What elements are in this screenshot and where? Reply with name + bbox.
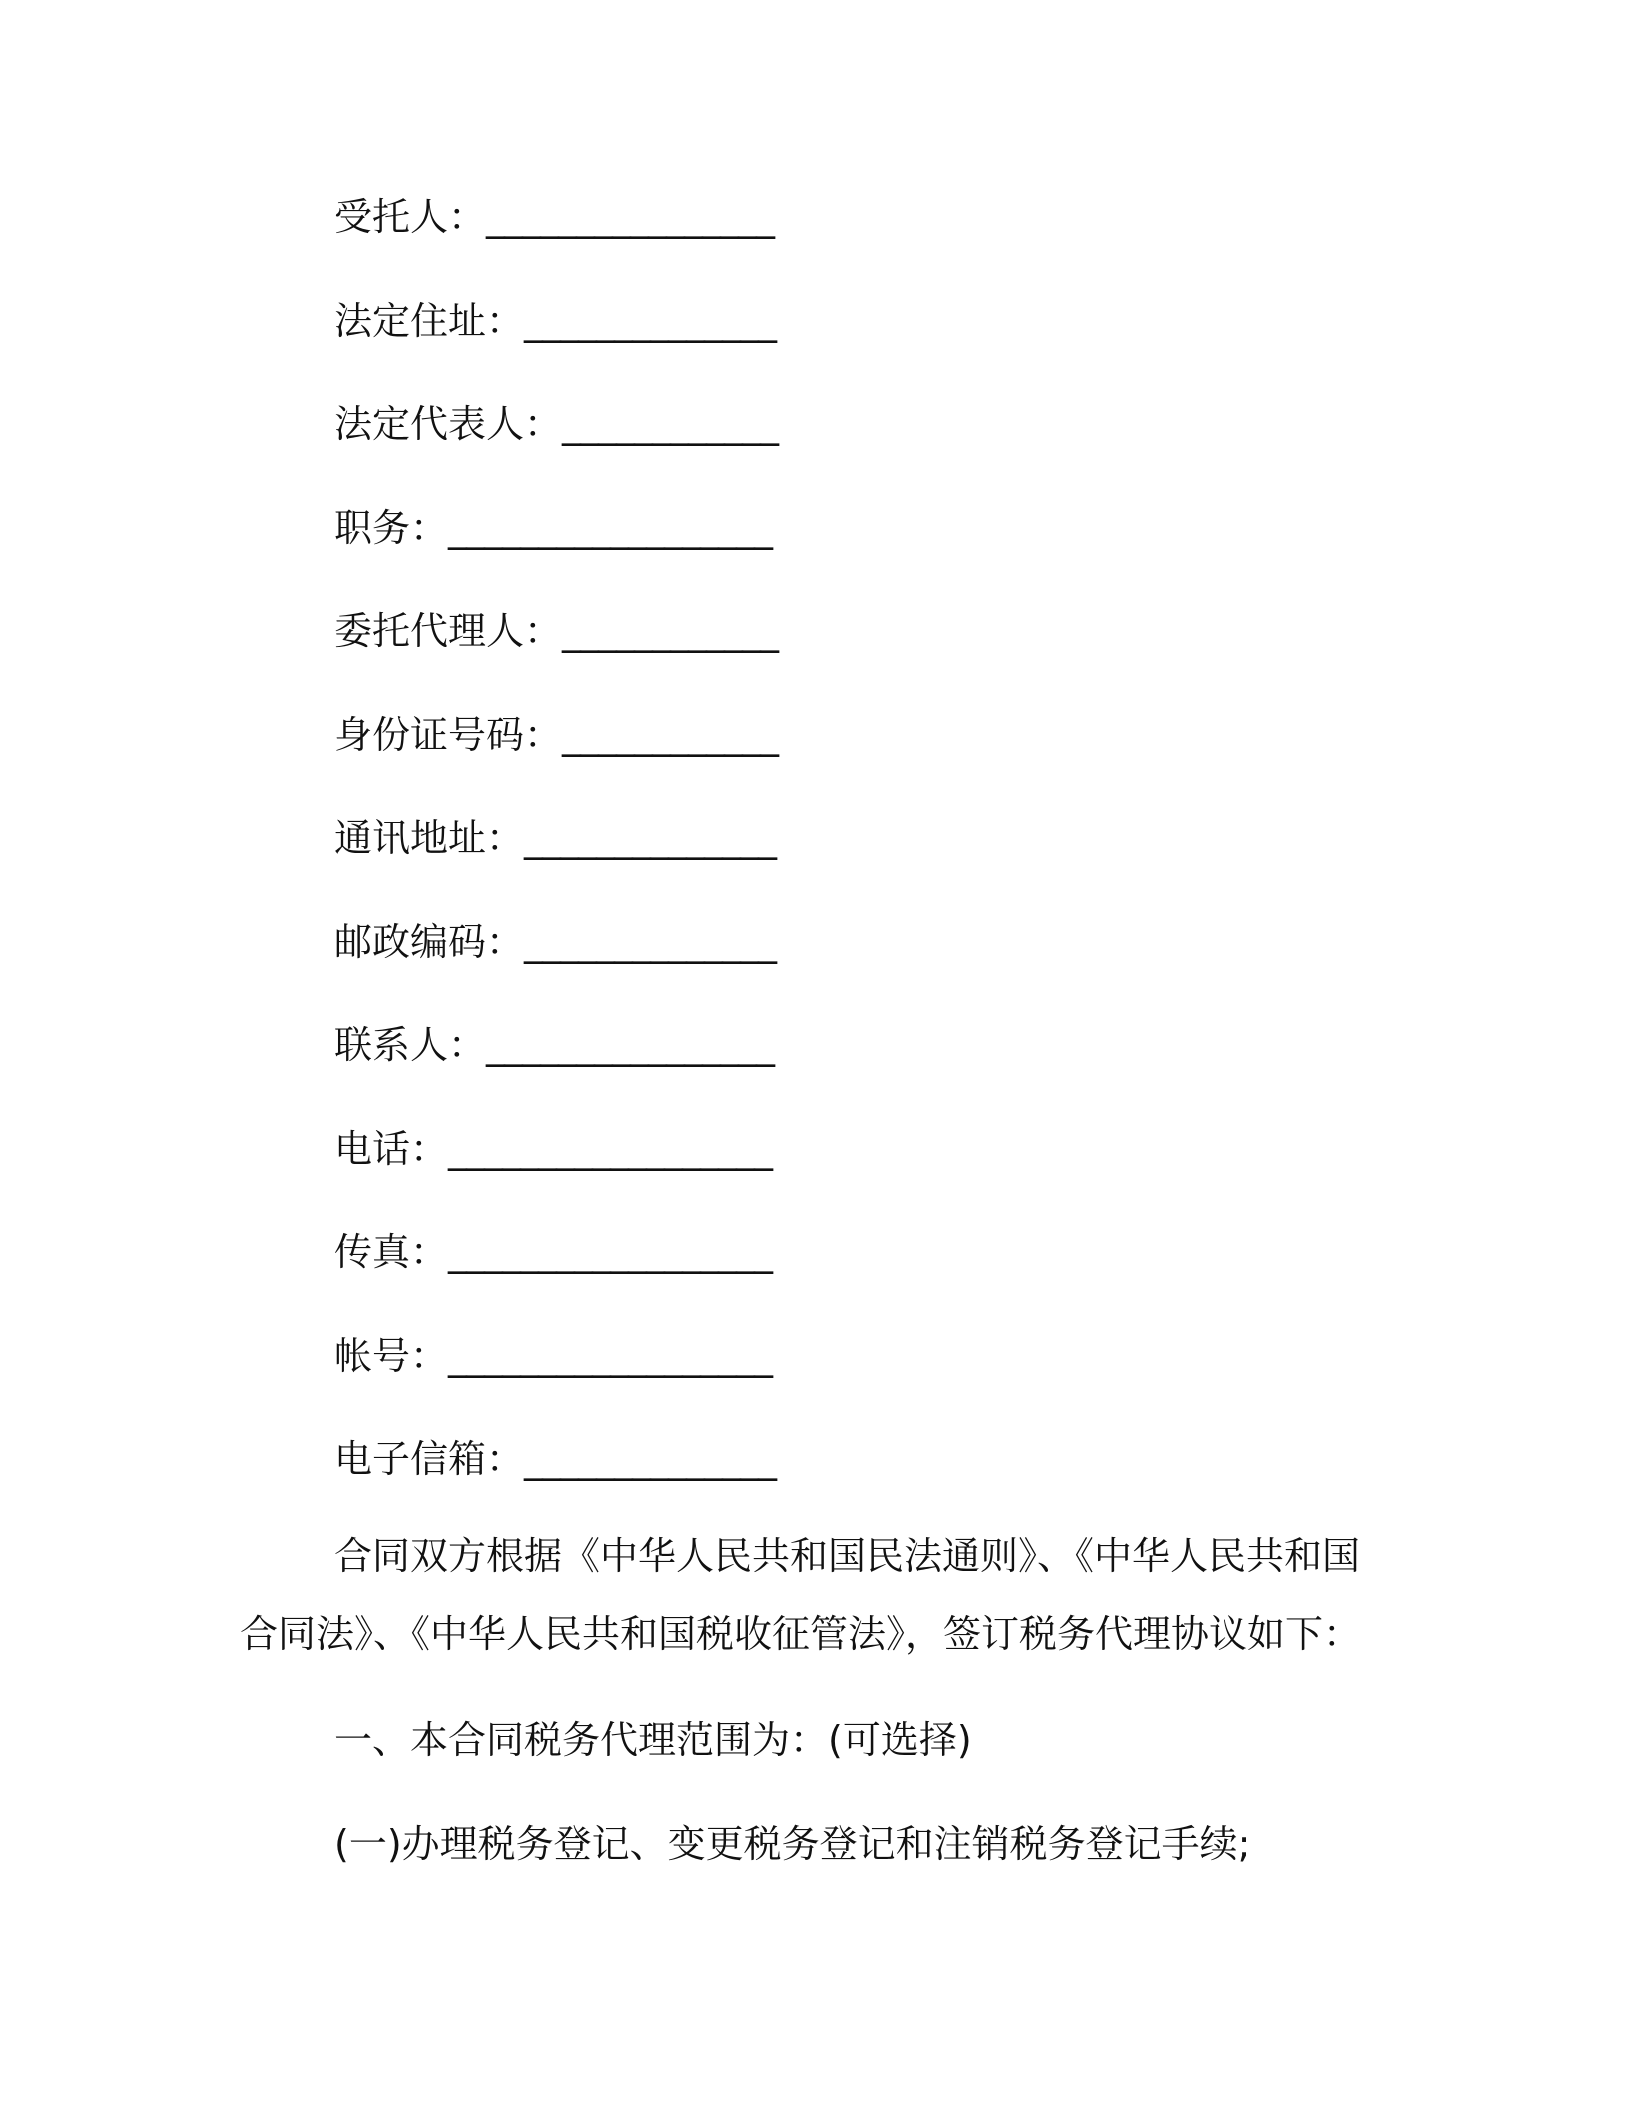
field-phone — [334, 1125, 772, 1173]
section-item: (一)办理税务登记、变更税务登记和注销税务登记手续; — [334, 1822, 1251, 1866]
field-label: 法定代表人： — [334, 402, 563, 446]
field-label: 身份证号码： — [334, 713, 563, 757]
field-label: 法定住址： — [334, 299, 525, 343]
field-label: 邮政编码： — [334, 920, 525, 964]
field-label: 电子信箱： — [334, 1437, 525, 1481]
field-label: 受托人： — [334, 195, 487, 239]
field-postal-code — [334, 918, 776, 966]
field-label: 帐号： — [334, 1334, 449, 1378]
field-email — [334, 1435, 776, 1483]
field-label: 联系人： — [334, 1023, 487, 1067]
field-label: 传真： — [334, 1230, 449, 1274]
field-mailing-address — [334, 814, 776, 862]
field-label: 委托代理人： — [334, 609, 563, 653]
section-heading: 一、本合同税务代理范围为：(可选择) — [334, 1718, 972, 1762]
field-position — [334, 504, 772, 552]
field-blank: ____________ — [562, 402, 779, 446]
field-blank: ________________ — [486, 195, 775, 239]
field-legal-address — [334, 297, 776, 345]
field-blank: ______________ — [524, 816, 777, 860]
field-blank: __________________ — [448, 506, 773, 550]
agreement-paragraph-line1: 合同双方根据《中华人民共和国民法通则》、《中华人民共和国 — [334, 1534, 1361, 1578]
field-label: 电话： — [334, 1127, 449, 1171]
field-blank: ____________ — [562, 713, 779, 757]
field-blank: __________________ — [448, 1230, 773, 1274]
field-contact-person — [334, 1021, 774, 1069]
field-blank: ______________ — [524, 920, 777, 964]
field-legal-representative — [334, 400, 778, 448]
field-fax — [334, 1228, 772, 1276]
field-blank: ______________ — [524, 299, 777, 343]
field-trustee — [334, 193, 774, 241]
field-blank: __________________ — [448, 1127, 773, 1171]
field-agent — [334, 607, 778, 655]
field-label: 通讯地址： — [334, 816, 525, 860]
field-id-number — [334, 711, 778, 759]
field-blank: __________________ — [448, 1334, 773, 1378]
field-blank: ____________ — [562, 609, 779, 653]
field-label: 职务： — [334, 506, 449, 550]
agreement-paragraph-line2: 合同法》、《中华人民共和国税收征管法》，签订税务代理协议如下： — [240, 1612, 1362, 1656]
field-blank: ________________ — [486, 1023, 775, 1067]
field-account-number — [334, 1332, 772, 1380]
field-blank: ______________ — [524, 1437, 777, 1481]
